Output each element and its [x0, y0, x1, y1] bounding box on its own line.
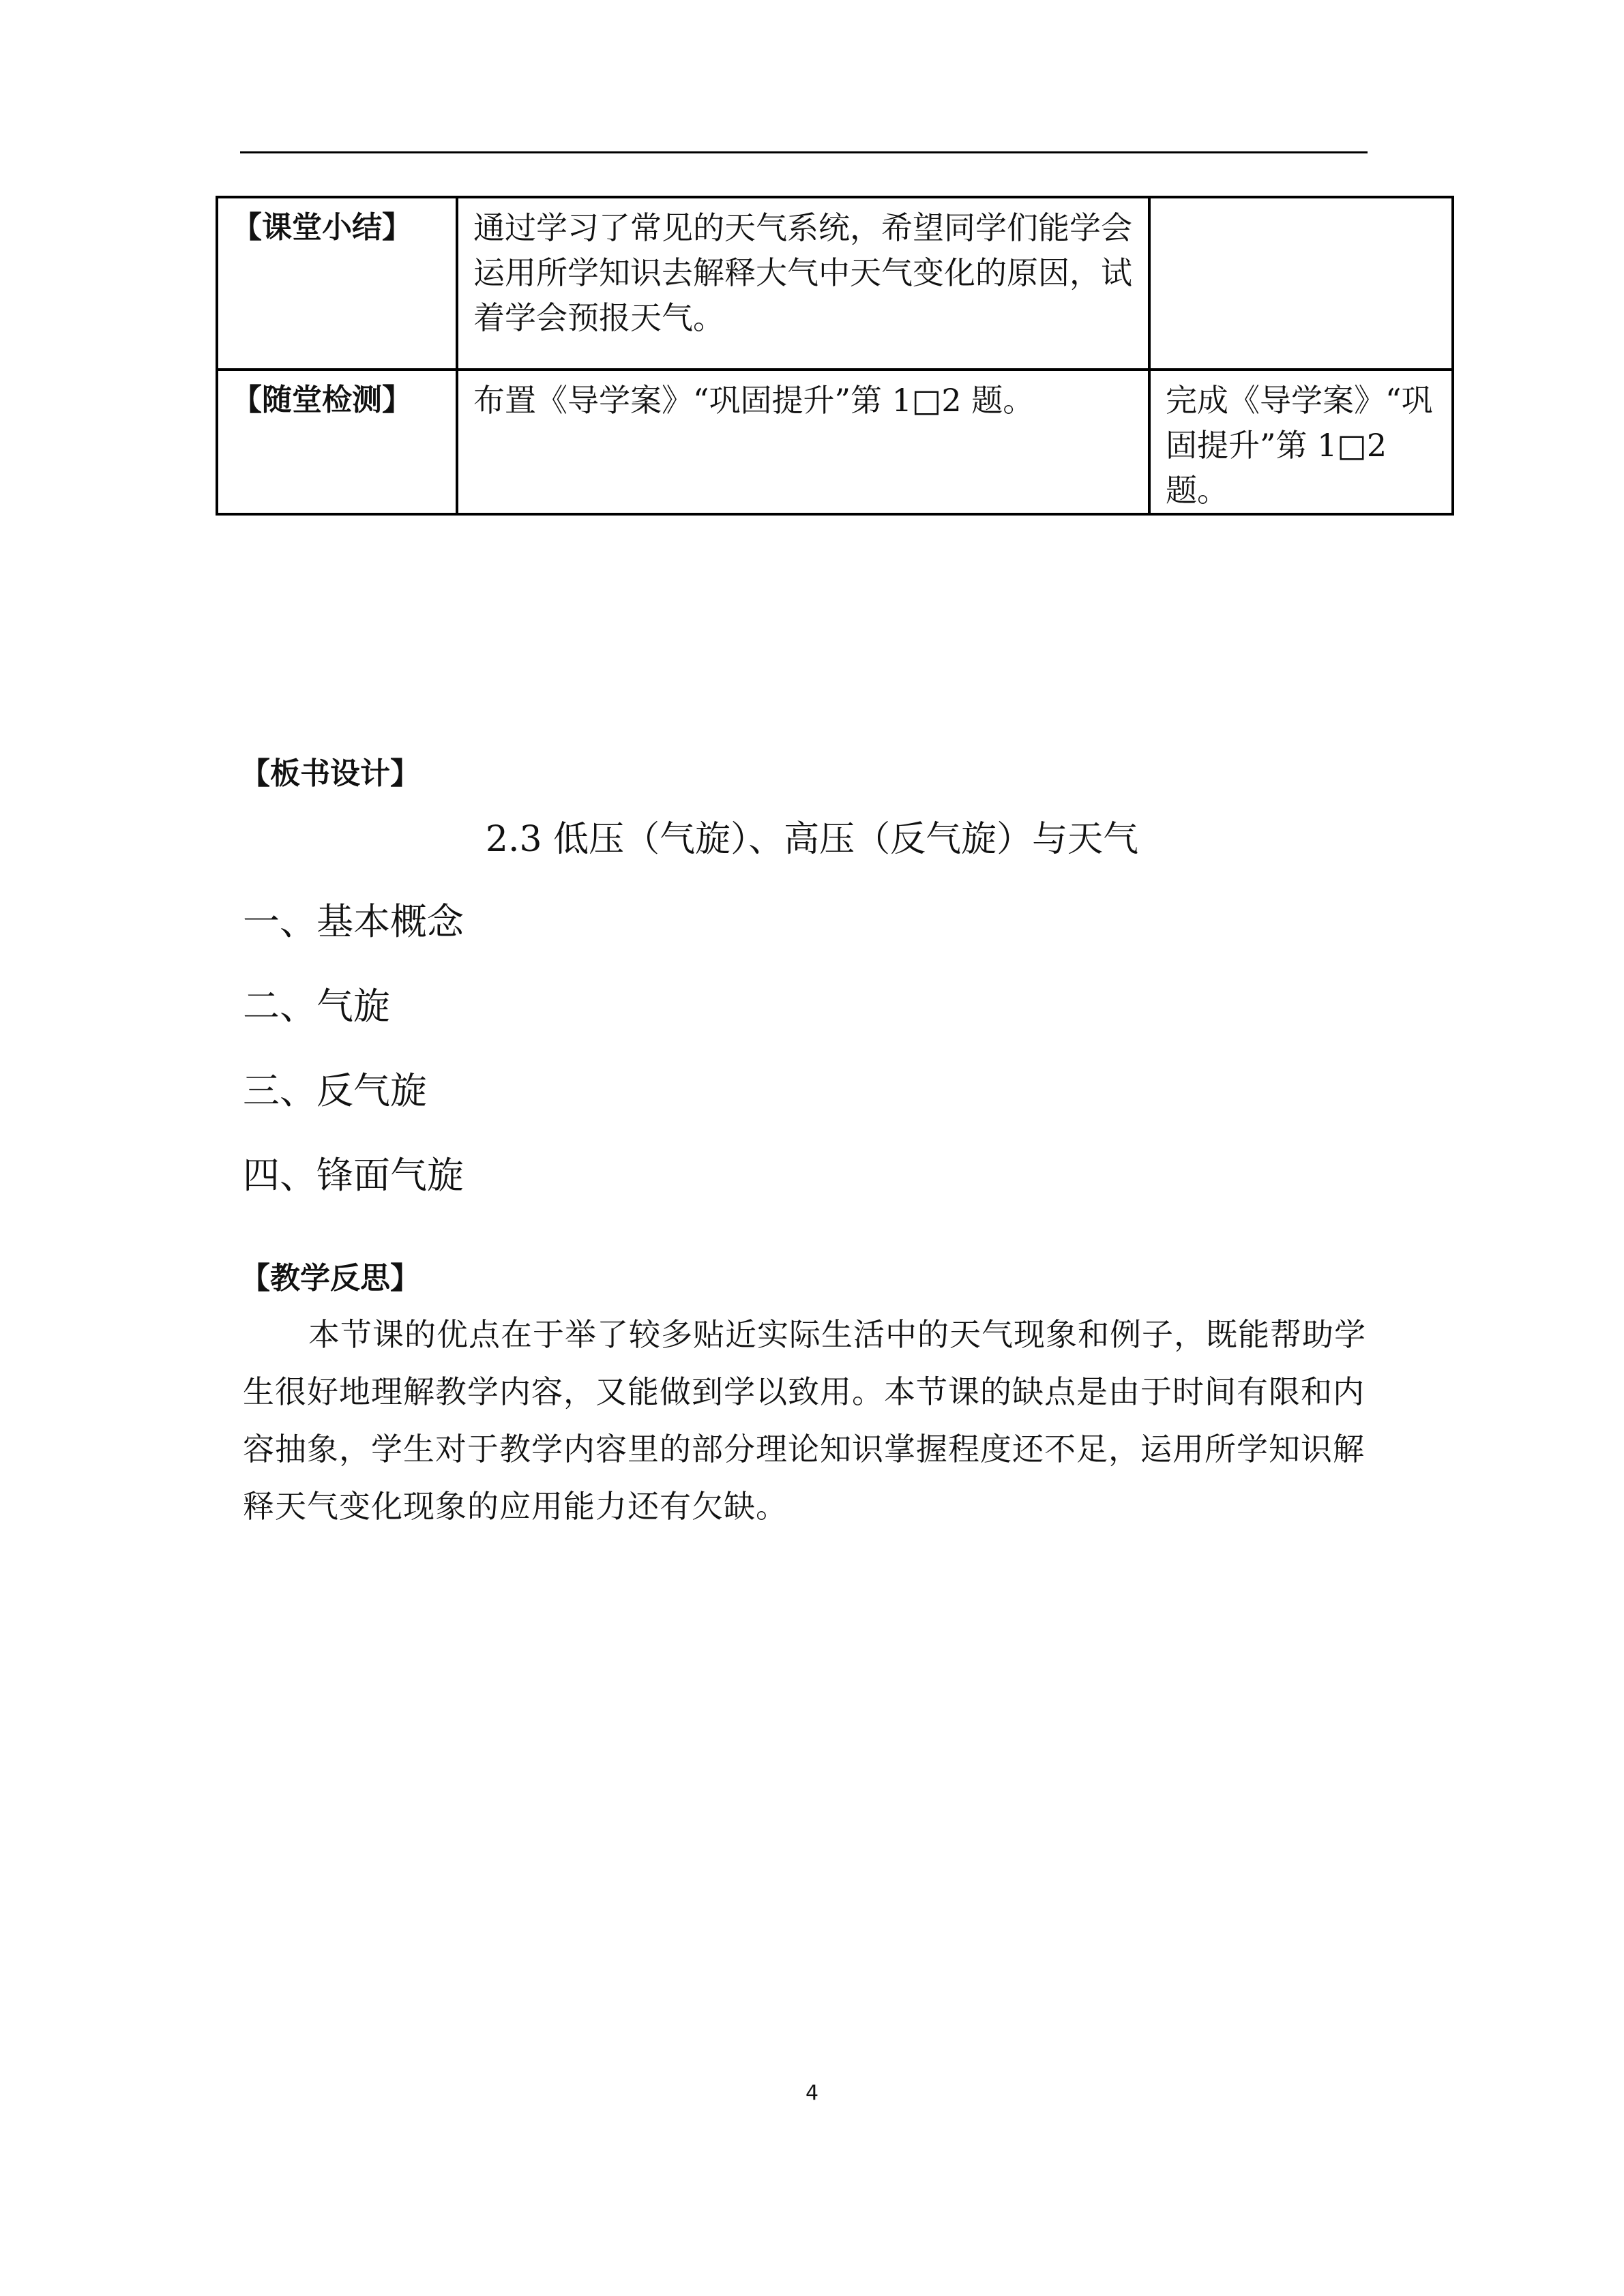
- board-design-heading: 【板书设计】: [240, 756, 420, 791]
- student-activity-cell: [1149, 197, 1453, 370]
- lesson-table: [216, 196, 1454, 516]
- table-row-check: [217, 370, 1453, 514]
- board-item: 四、锋面气旋: [243, 1154, 464, 1197]
- teaching-reflection-heading: 【教学反思】: [240, 1261, 420, 1296]
- table-row-summary: [217, 197, 1453, 370]
- student-activity-cell: 完成《导学案》“巩固提升”第 1□2 题。: [1149, 370, 1453, 514]
- row-label: 【课堂小结】: [217, 197, 457, 370]
- board-item: 二、气旋: [243, 985, 390, 1028]
- row-label: 【随堂检测】: [217, 370, 457, 514]
- board-design-title: 2.3 低压（气旋）、高压（反气旋）与天气: [485, 819, 1139, 860]
- board-item: 三、反气旋: [243, 1069, 427, 1112]
- teacher-activity-cell: 通过学习了常见的天气系统，希望同学们能学会运用所学知识去解释大气中天气变化的原因，试着学会预报天气。: [457, 197, 1149, 370]
- header-rule: [240, 151, 1368, 153]
- teaching-reflection-body: 本节课的优点在于举了较多贴近实际生活中的天气现象和例子，既能帮助学生很好地理解教学内容，又能做到学以致用。本节课的缺点是由于时间有限和内容抽象，学生对于教学内容里的部分理论知识掌握程度还不足，运用所学知识解释天气变化现象的应用能力还有欠缺。: [243, 1316, 1366, 1525]
- teacher-activity-cell: 布置《导学案》“巩固提升”第 1□2 题。: [457, 370, 1149, 514]
- board-item: 一、基本概念: [243, 900, 464, 943]
- page-number: 4: [805, 2081, 819, 2105]
